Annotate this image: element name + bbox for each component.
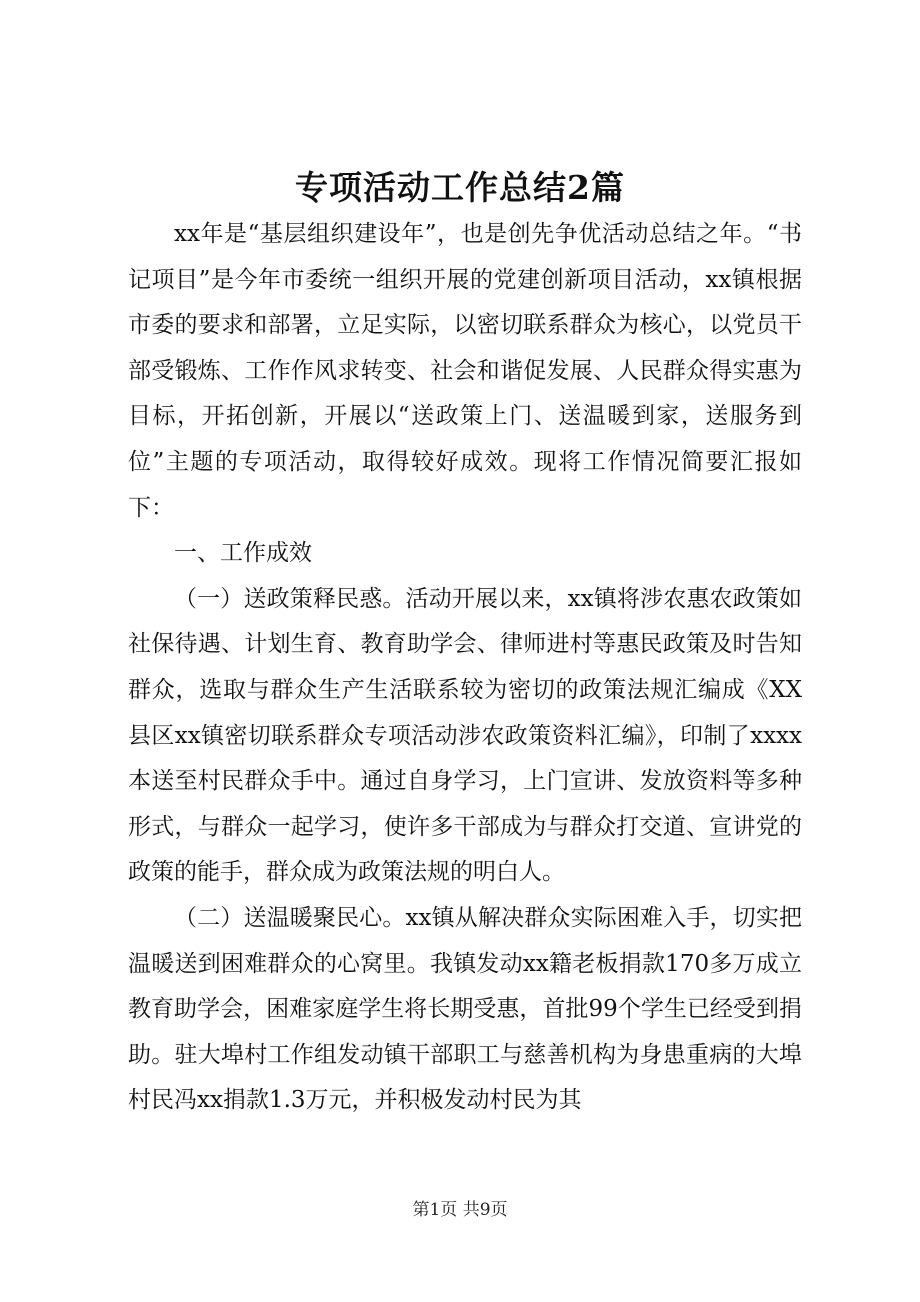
paragraph-intro: xx年是“基层组织建设年”，也是创先争优活动总结之年。“书记项目”是今年市委统一组织开展的党建创新项目活动，xx镇根据市委的要求和部署，立足实际，以密切联系群众为核心，以党员干部受锻炼、工作作风求转变、社会和谐促发展、人民群众得实惠为目标，开拓创新，开展以“送政策上门、送温暖到家，送服务到位”主题的专项活动，取得较好成效。现将工作情况简要汇报如下： [128,221,802,521]
paragraph-warmth: （二）送温暖聚民心。xx镇从解决群众实际困难入手，切实把温暖送到困难群众的心窝里。我镇发动xx籍老板捐款170多万成立教育助学会，困难家庭学生将长期受惠，首批99个学生已经受到捐助。驻大埠村工作组发动镇干部职工与慈善机构为身患重病的大埠村民冯xx捐款1.3万元，并积极发动村民为其 [128,904,802,1114]
page-title: 专项活动工作总结2篇 [295,168,625,207]
page-footer: 第1页 共9页 [412,1200,508,1220]
section-heading: 一、工作成效 [174,540,312,567]
document-body [128,212,802,1124]
paragraph-policy: （一）送政策释民惑。活动开展以来，xx镇将涉农惠农政策如社保待遇、计划生育、教育助学会、律师进村等惠民政策及时告知群众，选取与群众生产生活联系较为密切的政策法规汇编成《XX县区xx镇密切联系群众专项活动涉农政策资料汇编》，印制了xxxx本送至村民群众手中。通过自身学习，上门宣讲、发放资料等多种形式，与群众一起学习，使许多干部成为与群众打交道、宣讲党的政策的能手，群众成为政策法规的明白人。 [128,585,802,886]
